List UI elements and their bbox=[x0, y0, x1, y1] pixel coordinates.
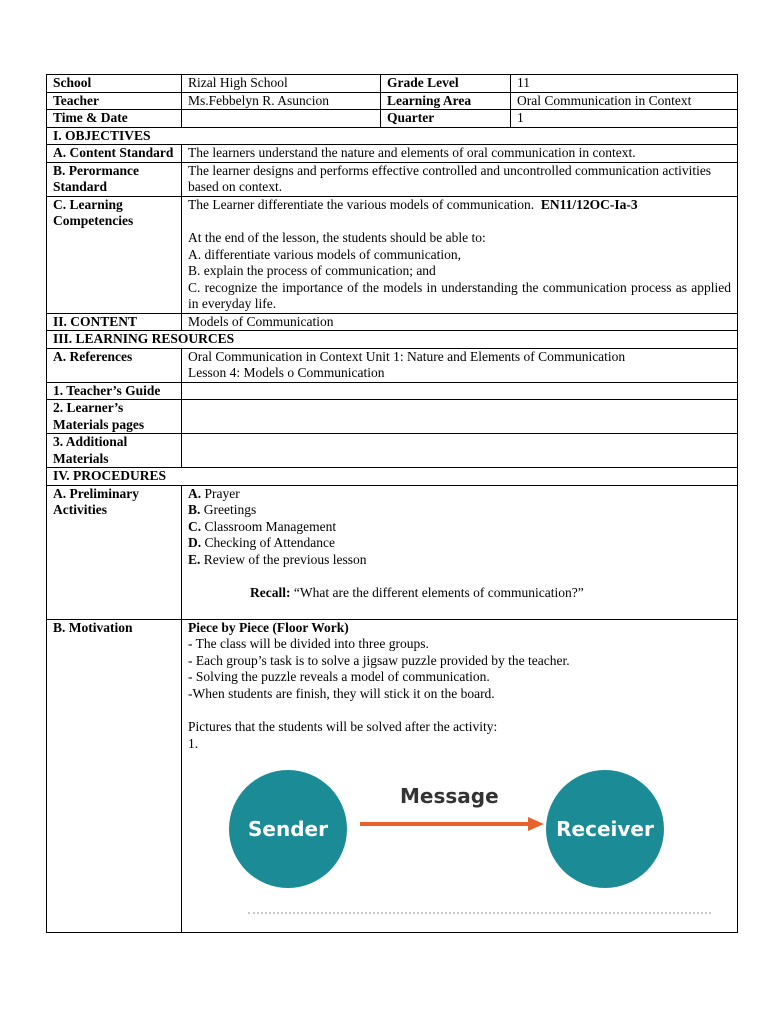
preliminary-row bbox=[47, 485, 738, 619]
performance-standard-text: The learner designs and performs effective controlled and uncontrolled communication activities based on context. bbox=[182, 162, 738, 196]
preliminary-cell bbox=[182, 485, 738, 619]
school-value: Rizal High School bbox=[182, 75, 381, 93]
learners-materials-value bbox=[182, 400, 738, 434]
references-row bbox=[47, 348, 738, 382]
objectives-intro: At the end of the lesson, the students should be able to: bbox=[188, 230, 486, 245]
teachers-guide-row bbox=[47, 382, 738, 400]
references-line: Lesson 4: Models o Communication bbox=[188, 365, 385, 380]
learners-materials-row bbox=[47, 400, 738, 434]
lesson-plan-table bbox=[46, 74, 738, 933]
objective-item: B. explain the process of communication; and bbox=[188, 263, 436, 278]
faint-divider bbox=[248, 912, 711, 920]
objectives-heading-row bbox=[47, 127, 738, 145]
communication-model-diagram bbox=[188, 760, 731, 920]
quarter-label: Quarter bbox=[381, 110, 511, 128]
preliminary-item: E. Review of the previous lesson bbox=[188, 551, 367, 567]
learning-competencies-row bbox=[47, 196, 738, 313]
performance-standard-label: B. Perormance Standard bbox=[47, 162, 182, 196]
grade-label: Grade Level bbox=[381, 75, 511, 93]
school-row bbox=[47, 75, 738, 93]
preliminary-item: A. Prayer bbox=[188, 485, 240, 501]
preliminary-item: C. Classroom Management bbox=[188, 518, 337, 534]
references-line: Oral Communication in Context Unit 1: Nature and Elements of Communication bbox=[188, 348, 626, 364]
resources-heading: III. LEARNING RESOURCES bbox=[47, 331, 738, 349]
school-label: School bbox=[47, 75, 182, 93]
references-label: A. References bbox=[47, 348, 182, 382]
motivation-line: - Solving the puzzle reveals a model of communication. bbox=[188, 669, 490, 684]
teacher-row bbox=[47, 92, 738, 110]
message-label: Message bbox=[400, 784, 499, 808]
pictures-number: 1. bbox=[188, 735, 199, 751]
objective-item: A. differentiate various models of communication, bbox=[188, 246, 462, 262]
preliminary-item: B. Greetings bbox=[188, 502, 257, 517]
motivation-title: Piece by Piece (Floor Work) bbox=[188, 619, 349, 635]
motivation-row bbox=[47, 619, 738, 932]
additional-materials-row bbox=[47, 434, 738, 468]
content-row bbox=[47, 313, 738, 331]
motivation-cell bbox=[182, 619, 738, 932]
message-arrow bbox=[358, 816, 548, 832]
pictures-intro: Pictures that the students will be solved after the activity: bbox=[188, 719, 498, 734]
recall-question: Recall: “What are the different elements of communication?” bbox=[250, 585, 584, 600]
teachers-guide-value bbox=[182, 382, 738, 400]
references-cell bbox=[182, 348, 738, 382]
teacher-value: Ms.Febbelyn R. Asuncion bbox=[182, 92, 381, 110]
preliminary-label: A. Preliminary Activities bbox=[47, 485, 182, 619]
resources-heading-row bbox=[47, 331, 738, 349]
procedures-heading: IV. PROCEDURES bbox=[47, 468, 738, 486]
time-value bbox=[182, 110, 381, 128]
motivation-line: -When students are finish, they will stick it on the board. bbox=[188, 685, 495, 701]
performance-standard-row bbox=[47, 162, 738, 196]
time-row bbox=[47, 110, 738, 128]
motivation-line: - The class will be divided into three groups. bbox=[188, 636, 429, 651]
competency-text: The Learner differentiate the various models of communication. bbox=[188, 196, 535, 212]
learning-competencies-cell bbox=[182, 196, 738, 313]
sender-circle: Sender bbox=[229, 770, 347, 888]
grade-value: 11 bbox=[511, 75, 738, 93]
receiver-circle: Receiver bbox=[546, 770, 664, 888]
additional-materials-value bbox=[182, 434, 738, 468]
procedures-heading-row bbox=[47, 468, 738, 486]
additional-materials-label: 3. Additional Materials bbox=[47, 434, 182, 468]
area-value: Oral Communication in Context bbox=[511, 92, 738, 110]
objectives-heading: I. OBJECTIVES bbox=[47, 127, 738, 145]
preliminary-item: D. Checking of Attendance bbox=[188, 535, 335, 550]
motivation-label: B. Motivation bbox=[47, 619, 182, 932]
content-value: Models of Communication bbox=[182, 313, 738, 331]
competency-code: EN11/12OC-Ia-3 bbox=[540, 196, 638, 212]
content-standard-text: The learners understand the nature and elements of oral communication in context. bbox=[182, 145, 738, 163]
content-standard-label: A. Content Standard bbox=[47, 145, 182, 163]
quarter-value: 1 bbox=[511, 110, 738, 128]
time-label: Time & Date bbox=[47, 110, 182, 128]
teacher-label: Teacher bbox=[47, 92, 182, 110]
area-label: Learning Area bbox=[381, 92, 511, 110]
motivation-line: - Each group’s task is to solve a jigsaw puzzle provided by the teacher. bbox=[188, 652, 570, 668]
content-standard-row bbox=[47, 145, 738, 163]
learners-materials-label: 2. Learner’s Materials pages bbox=[47, 400, 182, 434]
learning-competencies-label: C. Learning Competencies bbox=[47, 196, 182, 313]
teachers-guide-label: 1. Teacher’s Guide bbox=[47, 382, 182, 400]
content-label: II. CONTENT bbox=[47, 313, 182, 331]
objective-item: C. recognize the importance of the models in understanding the communication process as applied in everyday life. bbox=[188, 279, 731, 311]
